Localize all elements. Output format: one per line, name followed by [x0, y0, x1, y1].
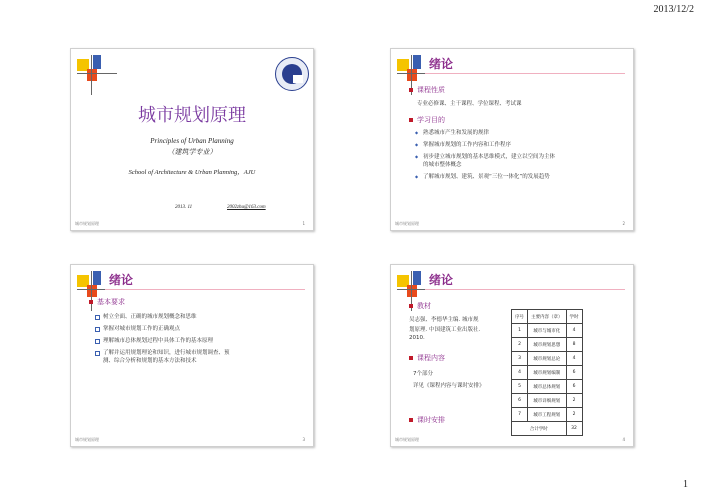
list-item: 树立全面、正确的城市规划概念和思维 [103, 314, 197, 320]
table-header-row [512, 310, 583, 324]
slide-date: 2013. 11 [175, 205, 193, 210]
title-divider [425, 289, 625, 290]
table-cell: 2 [512, 338, 528, 352]
english-title: Principles of Urban Planning [150, 137, 234, 145]
corner-decoration [77, 55, 117, 95]
schedule-table [511, 309, 583, 436]
section-heading: 教材 [409, 301, 431, 311]
list-item: 掌握对城市规划工作的正确观点 [103, 326, 181, 332]
section-heading: 课时安排 [409, 415, 445, 425]
slide-number: 3 [302, 437, 305, 442]
email-link[interactable]: 2002zhu@163.com [227, 205, 266, 210]
slide-title: 绪论 [429, 57, 454, 71]
section-heading: 基本要求 [89, 297, 125, 307]
table-cell: 32 [566, 422, 582, 436]
table-cell: 3 [512, 352, 528, 366]
table-cell: 6 [512, 394, 528, 408]
subtitle: （建筑学专业） [167, 148, 217, 156]
slide-number: 2 [622, 221, 625, 226]
table-cell: 2 [566, 408, 582, 422]
table-cell: 城市规划编制 [528, 366, 567, 380]
section-heading: 课程内容 [409, 353, 445, 363]
table-total-row [512, 422, 583, 436]
table-cell: 城市详细规划 [528, 394, 567, 408]
header-date: 2013/12/2 [653, 4, 694, 15]
slide-thumbnail-1[interactable] [70, 48, 314, 231]
slide-title: 绪论 [429, 273, 454, 287]
table-row [512, 394, 583, 408]
table-row [512, 408, 583, 422]
slide-footer: 城市规划原理 [75, 221, 99, 226]
slide-number: 1 [302, 221, 305, 226]
slide-thumbnail-3[interactable] [70, 264, 314, 447]
table-cell: 2 [566, 394, 582, 408]
table-row [512, 380, 583, 394]
slide-footer: 城市规划原理 [395, 437, 419, 442]
list-item-continuation: 的城市整体概念 [423, 162, 462, 168]
list-item: ◆ 了解城市规划、建筑、景观“三位一体化”的发展趋势 [423, 173, 550, 181]
table-row [512, 352, 583, 366]
textbook-line: 2010. [409, 335, 425, 341]
list-item: 了解并运用规划理论和知识，进行城市规划调查、预 [103, 350, 230, 356]
section-heading: 学习目的 [409, 115, 445, 125]
table-cell: 6 [566, 366, 582, 380]
table-row [512, 324, 583, 338]
slide-thumbnail-4[interactable] [390, 264, 634, 447]
slide-footer: 城市规划原理 [75, 437, 99, 442]
title-divider [105, 289, 305, 290]
table-cell: 城市工程规划 [528, 408, 567, 422]
list-item: ◆ 掌握城市规划的工作内容和工作程序 [423, 141, 511, 149]
slide-footer: 城市规划原理 [395, 221, 419, 226]
slide-number: 4 [622, 437, 625, 442]
table-cell: 城市规划总论 [528, 352, 567, 366]
slide-thumbnail-2[interactable] [390, 48, 634, 231]
page-number: 1 [683, 479, 688, 490]
table-cell: 城市总体规划 [528, 380, 567, 394]
content-line: 7个部分 [413, 371, 433, 377]
main-title: 城市规划原理 [138, 105, 246, 126]
section-text: 专业必修课、主干课程、学位课程、考试课 [417, 101, 522, 107]
list-item: ◆ 初步建立城市规划的基本思维模式，建立以空间为主体 [423, 153, 555, 161]
table-row [512, 366, 583, 380]
table-header: 学时 [566, 310, 582, 324]
table-cell: 合计学时 [512, 422, 567, 436]
table-cell: 7 [512, 408, 528, 422]
university-logo [275, 57, 309, 91]
textbook-line: 吴志强、李德华主编. 城市规 [409, 317, 479, 323]
table-cell: 1 [512, 324, 528, 338]
table-cell: 5 [512, 380, 528, 394]
table-cell: 6 [566, 380, 582, 394]
table-row [512, 338, 583, 352]
table-cell: 城市规划思想 [528, 338, 567, 352]
section-heading: 课程性质 [409, 85, 445, 95]
title-divider [425, 73, 625, 74]
list-item: 理解城市总体规划过程中具体工作的基本原理 [103, 338, 214, 344]
list-item: ◆ 熟悉城市产生和发展的规律 [423, 129, 489, 137]
table-cell: 8 [566, 338, 582, 352]
textbook-line: 划原理. 中国建筑工业出版社. [409, 327, 481, 333]
table-header: 序号 [512, 310, 528, 324]
school-name: School of Architecture & Urban Planning，AJU [128, 169, 256, 176]
table-header: 主要内容（章） [528, 310, 567, 324]
table-cell: 城市与城市化 [528, 324, 567, 338]
table-cell: 4 [512, 366, 528, 380]
slide-title: 绪论 [109, 273, 134, 287]
table-cell: 4 [566, 324, 582, 338]
table-cell: 4 [566, 352, 582, 366]
content-line: 详见《课程内容与课时安排》 [413, 383, 485, 389]
list-item-continuation: 测、综合分析和规划的基本方法和技术 [103, 358, 197, 364]
